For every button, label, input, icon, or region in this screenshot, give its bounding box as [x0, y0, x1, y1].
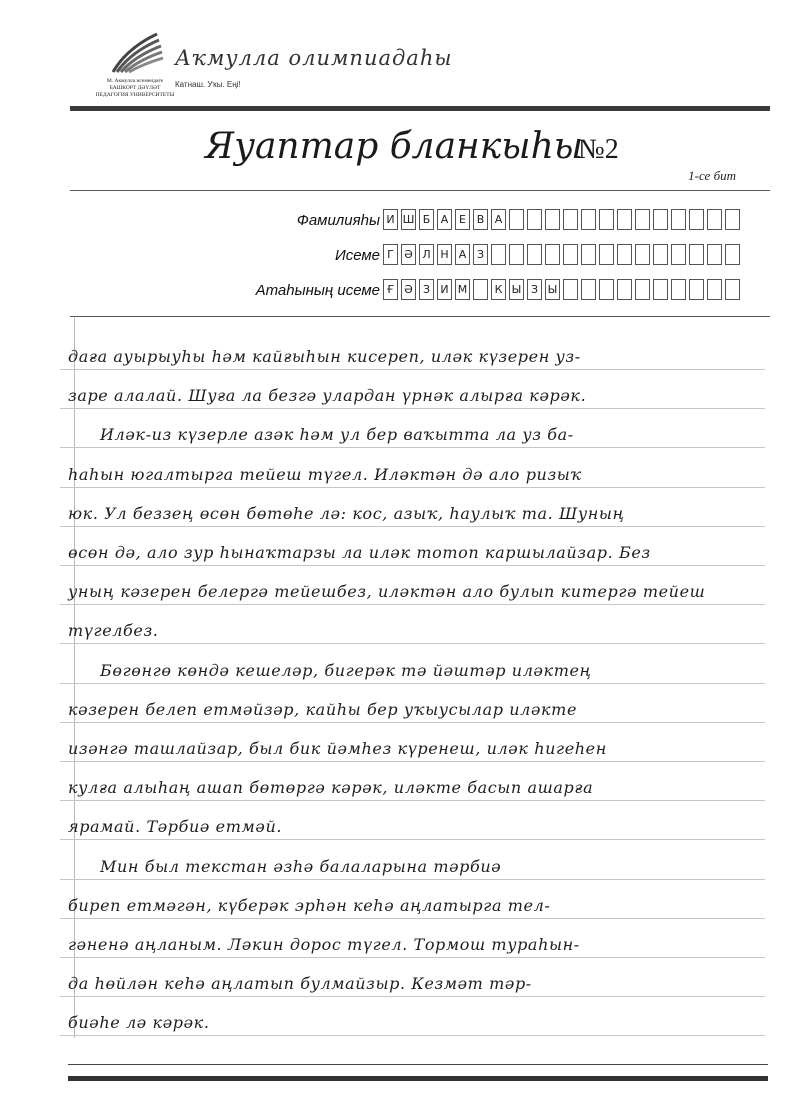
- university-line: БАШКОРТ ДӘҮЛӘТ: [109, 85, 161, 91]
- surname-boxes[interactable]: [383, 209, 743, 230]
- char-box[interactable]: [563, 279, 578, 300]
- char-box[interactable]: [725, 244, 740, 265]
- handwritten-text: юк. Ул беззең өсөн бөтөһе лә: кос, азыҡ, һаулыҡ та. Шуның: [68, 503, 625, 523]
- handwritten-text: гәненә аңланым. Ләкин дорос түгел. Тормош тураһын-: [68, 935, 580, 954]
- char-box[interactable]: Ә: [401, 244, 416, 265]
- handwritten-text: өсөн дә, ало зур һынаҡтарзы ла иләк тотоп каршылайзар. Без: [68, 543, 651, 562]
- header-rule: [70, 106, 770, 111]
- char-box[interactable]: [599, 244, 614, 265]
- patronymic-label: Атаhының исеме: [255, 282, 380, 299]
- form-number: №2: [578, 134, 619, 165]
- fields-rule: [70, 316, 770, 317]
- char-box[interactable]: Ы: [545, 279, 560, 300]
- answer-line: [60, 875, 765, 919]
- answer-line: [60, 640, 765, 684]
- olympiad-title: Аҡмулла олимпиадаһы: [175, 46, 453, 70]
- char-box[interactable]: [563, 209, 578, 230]
- answer-line: [60, 444, 765, 488]
- char-box[interactable]: [599, 279, 614, 300]
- char-box[interactable]: [527, 244, 542, 265]
- firstname-label: Исеме: [334, 247, 380, 264]
- char-box[interactable]: А: [437, 209, 452, 230]
- title-rule: [70, 190, 770, 191]
- university-line: ПЕДАГОГИЯ УНИВЕРСИТЕТЫ: [95, 92, 175, 98]
- char-box[interactable]: [689, 209, 704, 230]
- handwritten-text: биәһе лә кәрәк.: [68, 1013, 210, 1033]
- char-box[interactable]: [653, 209, 668, 230]
- char-box[interactable]: [689, 244, 704, 265]
- char-box[interactable]: Ш: [401, 209, 416, 230]
- char-box[interactable]: А: [491, 209, 506, 230]
- char-box[interactable]: [653, 244, 668, 265]
- handwritten-text: Иләк-из күзерле азәк һәм ул бер ваҡытта ла уз ба-: [100, 425, 574, 445]
- handwritten-text: ярамай. Тәрбиә етмәй.: [68, 817, 283, 837]
- char-box[interactable]: [671, 244, 686, 265]
- answer-line: [60, 718, 765, 762]
- char-box[interactable]: Ы: [509, 279, 524, 300]
- char-box[interactable]: [563, 244, 578, 265]
- sheet-label: 1-се бит: [688, 168, 736, 183]
- char-box[interactable]: А: [455, 244, 470, 265]
- footer-rule-thin: [68, 1064, 768, 1065]
- form-title: Яуаптар бланкыhы: [205, 126, 584, 167]
- olympiad-motto: Катнаш. Уҡы. Еңі!: [175, 80, 241, 89]
- handwritten-text: уның кәзерен белергә тейешбез, иләктән ало булып китергә тейеш: [68, 582, 706, 602]
- char-box[interactable]: [617, 279, 632, 300]
- handwritten-text: даға ауырыуһы һәм кайғыһын кисереп, иләк күзерен уз-: [68, 347, 581, 366]
- answer-line: [60, 326, 765, 370]
- handwritten-text: һаһын югалтырга тейеш түгел. Иләктән дә ало ризыҡ: [68, 464, 582, 484]
- university-name: [85, 78, 185, 99]
- char-box[interactable]: К: [491, 279, 506, 300]
- char-box[interactable]: [491, 244, 506, 265]
- char-box[interactable]: [725, 279, 740, 300]
- char-box[interactable]: И: [383, 209, 398, 230]
- answer-line: [60, 365, 765, 409]
- char-box[interactable]: [617, 209, 632, 230]
- char-box[interactable]: Л: [419, 244, 434, 265]
- answer-line: [60, 522, 765, 566]
- char-box[interactable]: [509, 209, 524, 230]
- char-box[interactable]: [527, 209, 542, 230]
- surname-field: [0, 209, 800, 233]
- patronymic-field: [0, 279, 800, 303]
- char-box[interactable]: З: [473, 244, 488, 265]
- char-box[interactable]: [707, 279, 722, 300]
- char-box[interactable]: Е: [455, 209, 470, 230]
- char-box[interactable]: [545, 209, 560, 230]
- answer-line: [60, 836, 765, 880]
- patronymic-boxes[interactable]: [383, 279, 743, 300]
- char-box[interactable]: [617, 244, 632, 265]
- answer-line: [60, 600, 765, 644]
- handwritten-text: кәзерен белеп етмәйзәр, кайһы бер уҡыусылар иләкте: [68, 699, 578, 719]
- footer-rule-thick: [68, 1076, 768, 1081]
- char-box[interactable]: [581, 279, 596, 300]
- answer-line: [60, 796, 765, 840]
- answer-line: [60, 914, 765, 958]
- char-box[interactable]: М: [455, 279, 470, 300]
- char-box[interactable]: [671, 279, 686, 300]
- handwritten-text: түгелбез.: [68, 621, 159, 641]
- char-box[interactable]: Ә: [401, 279, 416, 300]
- char-box[interactable]: [725, 209, 740, 230]
- char-box[interactable]: В: [473, 209, 488, 230]
- surname-label: Фамилияhы: [296, 212, 380, 229]
- char-box[interactable]: [581, 244, 596, 265]
- char-box[interactable]: З: [527, 279, 542, 300]
- char-box[interactable]: [509, 244, 524, 265]
- char-box[interactable]: [635, 209, 650, 230]
- char-box[interactable]: [635, 244, 650, 265]
- char-box[interactable]: [473, 279, 488, 300]
- char-box[interactable]: З: [419, 279, 434, 300]
- handwritten-text: заре алалай. Шуға ла безгә улардан үрнәк алырға кәрәк.: [68, 386, 587, 406]
- handwritten-text: да һөйлән кеһә аңлатып булмайзыр. Кезмәт тәр-: [68, 974, 532, 994]
- char-box[interactable]: Ғ: [383, 279, 398, 300]
- answer-line: [60, 953, 765, 997]
- handwritten-text: Мин был текстан әзһә балаларына тәрбиә: [100, 856, 502, 876]
- answer-line: [60, 992, 765, 1036]
- firstname-boxes[interactable]: [383, 244, 743, 265]
- answer-line: [60, 483, 765, 527]
- char-box[interactable]: [545, 244, 560, 265]
- char-box[interactable]: [599, 209, 614, 230]
- handwritten-text: кулға алыһаң ашап бөтөргә кәрәк, иләкте басып ашарға: [68, 778, 594, 798]
- answer-line: [60, 561, 765, 605]
- handwritten-text: изәнгә ташлайзар, был бик йәмһез күренеш, иләк һигеһен: [68, 739, 607, 758]
- char-box[interactable]: Б: [419, 209, 434, 230]
- university-logo-icon: [105, 28, 165, 78]
- char-box[interactable]: Н: [437, 244, 452, 265]
- header: [85, 28, 785, 108]
- char-box[interactable]: [707, 244, 722, 265]
- char-box[interactable]: Г: [383, 244, 398, 265]
- char-box[interactable]: [635, 279, 650, 300]
- answer-line: [60, 679, 765, 723]
- char-box[interactable]: И: [437, 279, 452, 300]
- firstname-field: [0, 244, 800, 268]
- handwritten-text: Бөгөнгө көндә кешеләр, бигерәк тә йәштәр иләктең: [100, 660, 592, 680]
- char-box[interactable]: [707, 209, 722, 230]
- answer-line: [60, 404, 765, 448]
- char-box[interactable]: [689, 279, 704, 300]
- char-box[interactable]: [671, 209, 686, 230]
- handwritten-text: биреп етмәгән, күберәк эрһән кеһә аңлатырга тел-: [68, 895, 551, 915]
- university-line: М. Акмулла исемендәге: [106, 78, 164, 84]
- answer-line: [60, 757, 765, 801]
- char-box[interactable]: [581, 209, 596, 230]
- char-box[interactable]: [653, 279, 668, 300]
